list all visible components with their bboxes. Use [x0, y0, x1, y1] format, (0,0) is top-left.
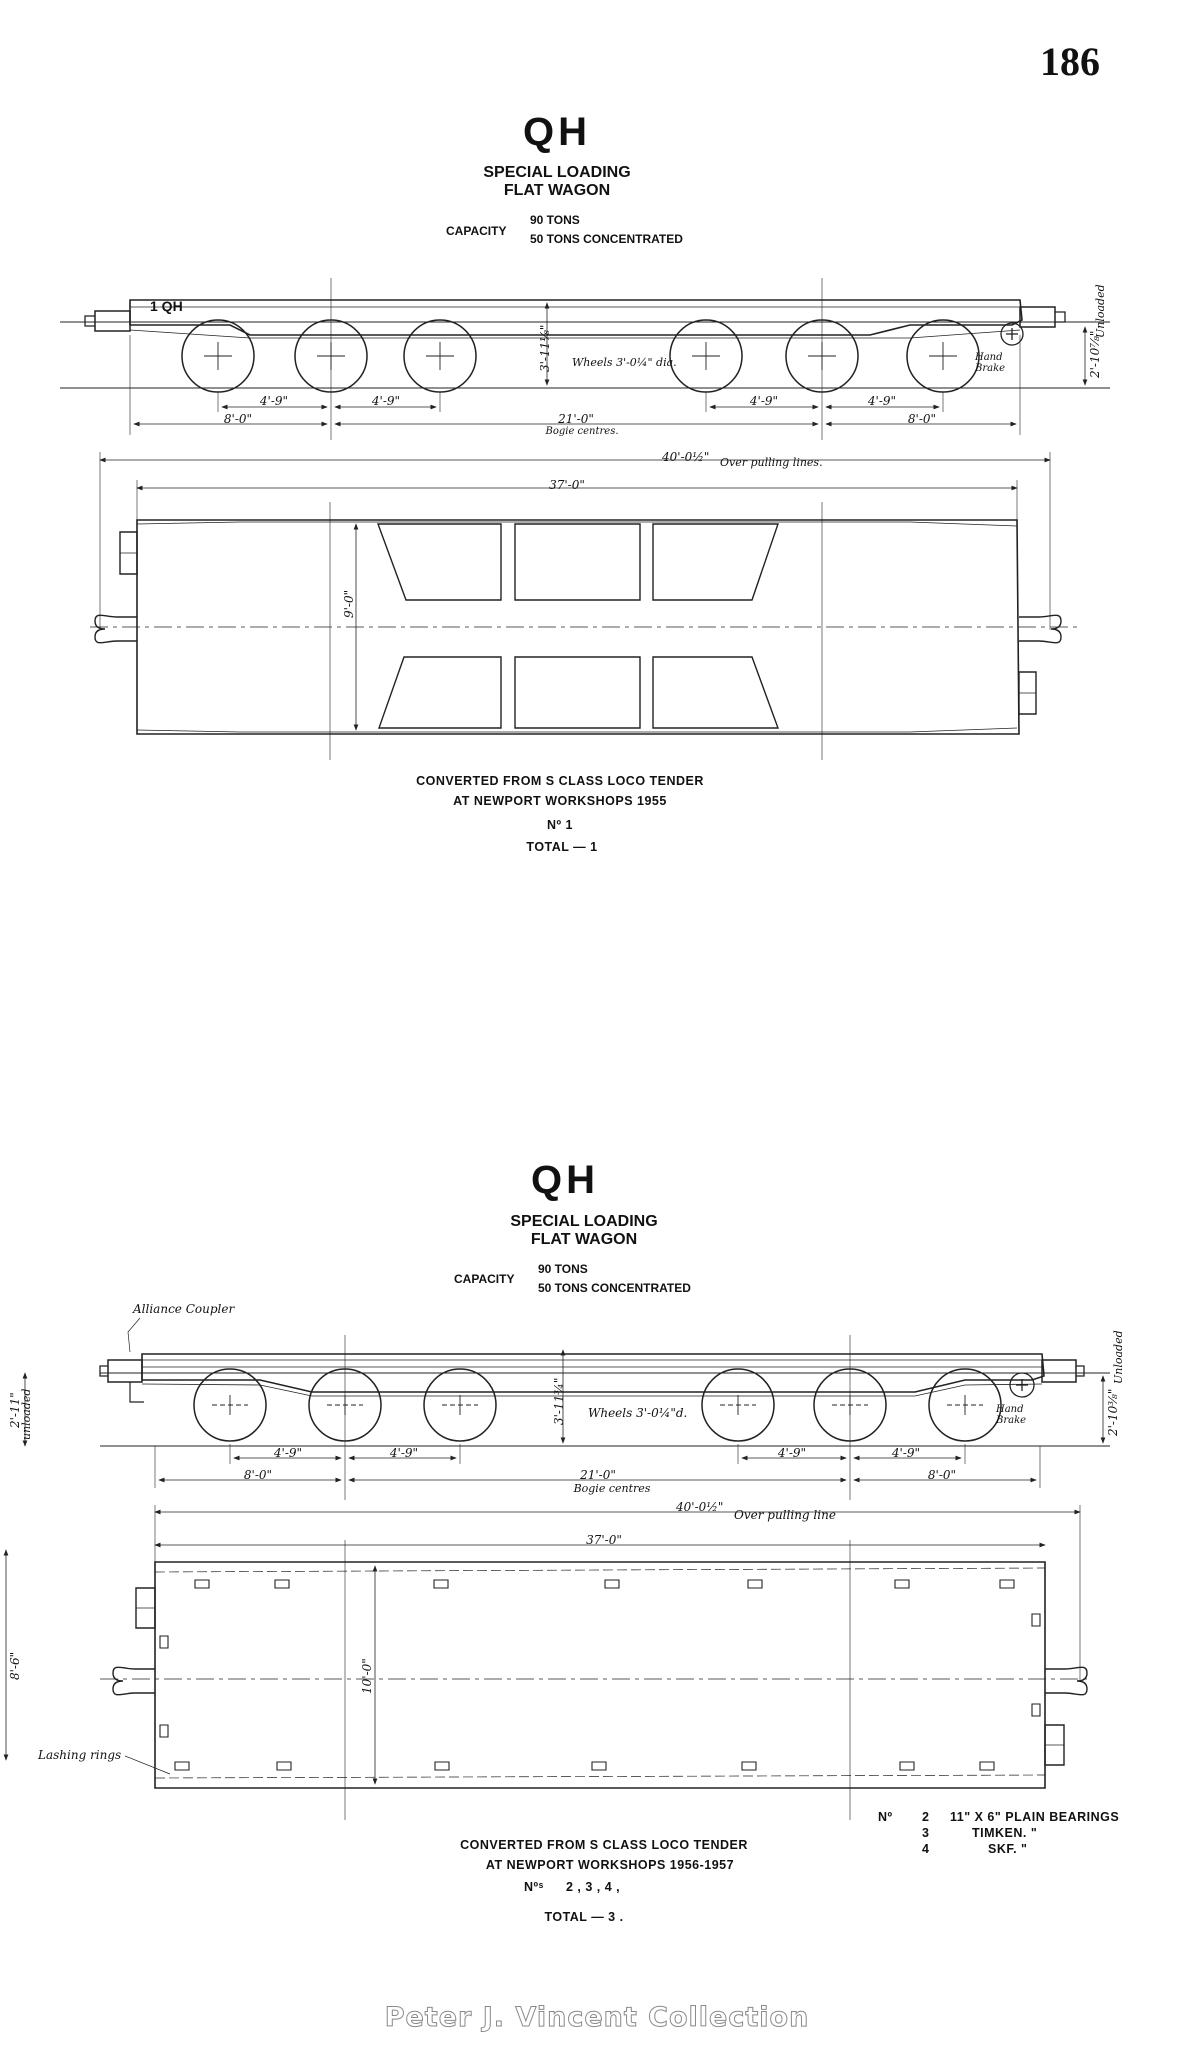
d1-capacity-line2: 50 TONS CONCENTRATED — [530, 232, 683, 246]
d2-left-height-dim: 2'-11" — [8, 1392, 22, 1428]
d1-number-marking: 1 QH — [150, 298, 183, 314]
d2-bogie-dim: 21'-0" — [580, 1468, 616, 1482]
d1-wheels-label: Wheels 3'-0¼" dia. — [572, 356, 677, 369]
d2-body-length: 37'-0" — [586, 1533, 622, 1547]
d2-title-line2: FLAT WAGON — [530, 1231, 638, 1248]
d1-class-code: QH — [523, 110, 591, 154]
d2-title-line1: SPECIAL LOADING — [510, 1213, 658, 1230]
d2-note-numbers: 2 , 3 , 4 , — [566, 1880, 621, 1894]
d1-bogie-dim: 21'-0" — [558, 412, 594, 426]
d2-bearings-desc-4: SKF. " — [988, 1842, 1028, 1856]
d2-note-workshops: AT NEWPORT WORKSHOPS 1956-1957 — [485, 1858, 735, 1872]
d2-wheels-label: Wheels 3'-0¼"d. — [588, 1406, 688, 1420]
d2-unloaded-label: Unloaded — [1112, 1330, 1125, 1384]
d1-axle-dim-1: 4'-9" — [259, 394, 289, 408]
d2-note-converted: CONVERTED FROM S CLASS LOCO TENDER — [460, 1838, 748, 1852]
d1-hand-brake-line1: Hand — [975, 352, 1003, 363]
d1-hand-brake-line2: Brake — [975, 363, 1006, 374]
d2-axle-dim-4: 4'-9" — [891, 1446, 921, 1460]
d1-note-workshops: AT NEWPORT WORKSHOPS 1955 — [453, 794, 667, 808]
d1-unloaded-height: 2'-10⅞" — [1088, 330, 1102, 378]
d2-bearings-no: Nº — [878, 1810, 893, 1824]
collection-watermark: Peter J. Vincent Collection — [384, 2002, 810, 2033]
d2-bearings-desc-2: 11" X 6" PLAIN BEARINGS — [950, 1810, 1120, 1824]
d2-class-code: QH — [531, 1158, 599, 1202]
d2-over-pulling-dim: 40'-0½" — [676, 1500, 724, 1514]
d2-capacity-line2: 50 TONS CONCENTRATED — [538, 1281, 691, 1295]
d2-width-dim: 10'-0" — [360, 1658, 374, 1694]
d2-bearings-num-2: 2 — [922, 1810, 930, 1824]
d1-plan-view — [90, 452, 1080, 760]
d2-alliance-coupler-label: Alliance Coupler — [133, 1302, 235, 1316]
d2-overhang-left: 8'-0" — [243, 1468, 273, 1482]
d2-bearings-num-3: 3 — [922, 1826, 930, 1840]
d1-axle-dim-2: 4'-9" — [371, 394, 401, 408]
d1-note-total: TOTAL — 1 — [526, 840, 598, 854]
d1-overhang-right: 8'-0" — [907, 412, 937, 426]
d2-hand-brake-line1: Hand — [996, 1404, 1024, 1415]
d2-side-width-dim: 8'-6" — [8, 1651, 22, 1680]
d1-note-numbers: Nº 1 — [546, 818, 574, 832]
d1-width-dim: 9'-0" — [342, 589, 356, 618]
d2-unloaded-height: 2'-10⅜" — [1106, 1388, 1120, 1436]
d1-bogie-label: Bogie centres. — [545, 426, 619, 437]
d2-bearings-desc-3: TIMKEN. " — [972, 1826, 1038, 1840]
d2-left-unloaded-label: unloaded — [20, 1388, 33, 1440]
d2-height-dim: 3'-11¾" — [552, 1377, 566, 1425]
d1-title-line1: SPECIAL LOADING — [483, 164, 631, 181]
d1-title-line2: FLAT WAGON — [503, 182, 611, 199]
d1-axle-dim-3: 4'-9" — [749, 394, 779, 408]
d1-axle-dim-4: 4'-9" — [867, 394, 897, 408]
d2-hand-brake-label — [996, 1404, 1026, 1426]
d1-note-converted: CONVERTED FROM S CLASS LOCO TENDER — [416, 774, 704, 788]
page-number: 186 — [1040, 39, 1100, 84]
d2-hand-brake-line2: Brake — [996, 1415, 1027, 1426]
d2-plan-view — [6, 1505, 1090, 1820]
d2-over-pulling-label: Over pulling line — [734, 1508, 836, 1522]
d2-bogie-label: Bogie centres — [573, 1482, 651, 1495]
d1-height-dim: 3'-11⅛" — [538, 324, 552, 372]
d1-capacity-line1: 90 TONS — [530, 213, 580, 227]
d2-capacity-label: CAPACITY — [454, 1272, 515, 1286]
d2-bearings-num-4: 4 — [922, 1842, 930, 1856]
d1-over-pulling-label: Over pulling lines. — [720, 456, 823, 469]
d2-axle-dim-1: 4'-9" — [273, 1446, 303, 1460]
d2-axle-dim-3: 4'-9" — [777, 1446, 807, 1460]
d2-overhang-right: 8'-0" — [927, 1468, 957, 1482]
d2-axle-dim-2: 4'-9" — [389, 1446, 419, 1460]
d2-note-numbers-label: Nºˢ — [524, 1880, 544, 1894]
d2-note-total: TOTAL — 3 . — [544, 1910, 624, 1924]
d1-overhang-left: 8'-0" — [223, 412, 253, 426]
d1-capacity-label: CAPACITY — [446, 224, 507, 238]
d1-unloaded-label: Unloaded — [1094, 284, 1107, 338]
d2-capacity-line1: 90 TONS — [538, 1262, 588, 1276]
d2-lashing-rings-label: Lashing rings — [38, 1748, 122, 1762]
d1-over-pulling-dim: 40'-0½" — [662, 450, 710, 464]
d1-hand-brake-label — [975, 352, 1005, 374]
d1-body-length: 37'-0" — [549, 478, 585, 492]
